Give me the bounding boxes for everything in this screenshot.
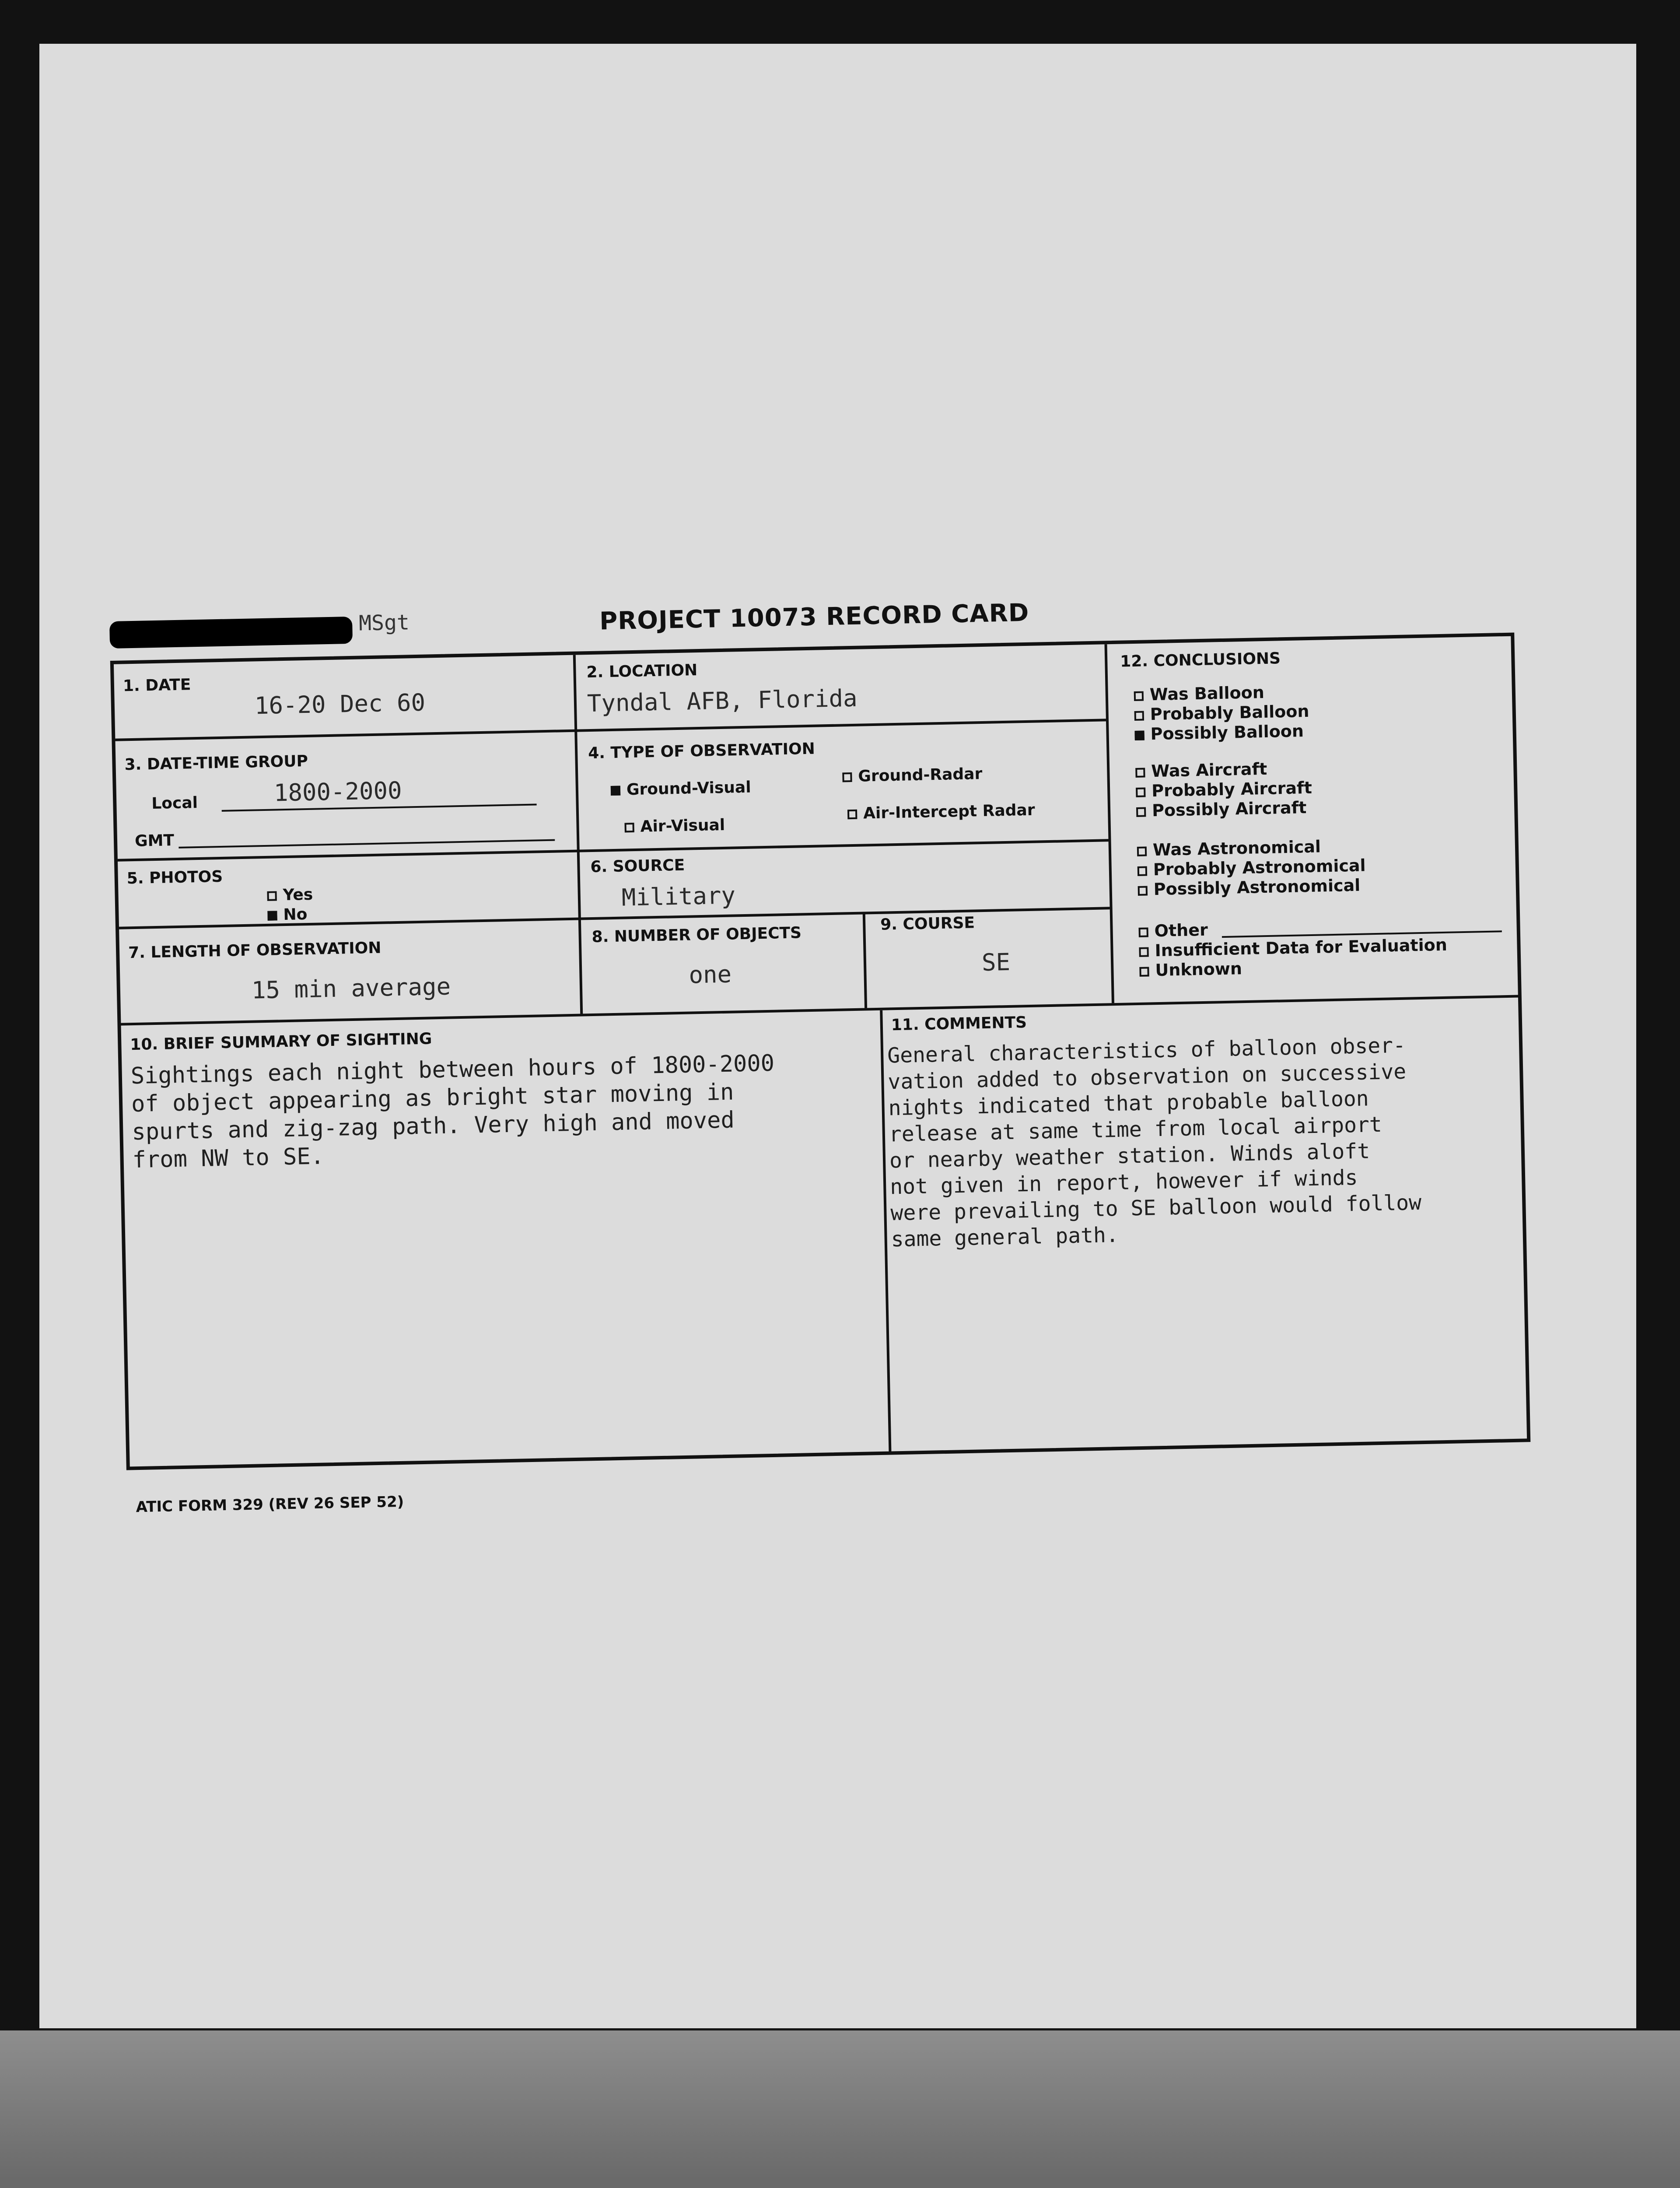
location-label: 2. LOCATION <box>586 661 698 682</box>
conclusion-probably-balloon[interactable]: Probably Balloon <box>1134 701 1309 724</box>
course-value: SE <box>981 948 1011 977</box>
checkbox[interactable] <box>624 823 634 832</box>
comments-text: General characteristics of balloon obser- vation added to observation on successive nights indicated that probable balloon release at same time from local airport or nearby weather station. Winds aloft not given in report, however if winds were prevailing to SE balloon would follow same general path. <box>887 1033 1422 1252</box>
comments-label: 11. COMMENTS <box>891 1013 1027 1034</box>
divider <box>573 655 583 1014</box>
conclusion-was-aircraft[interactable]: Was Aircraft <box>1135 759 1267 781</box>
form-number: ATIC FORM 329 (REV 26 SEP 52) <box>136 1493 404 1516</box>
type-air-intercept[interactable]: Air-Intercept Radar <box>847 801 1035 823</box>
conclusion-was-astronomical[interactable]: Was Astronomical <box>1137 837 1321 860</box>
checkbox[interactable] <box>1134 711 1144 720</box>
divider <box>1105 644 1114 1003</box>
type-label: 4. TYPE OF OBSERVATION <box>588 740 816 763</box>
photos-yes[interactable]: Yes <box>267 886 313 905</box>
length-label: 7. LENGTH OF OBSERVATION <box>128 939 382 962</box>
objects-value: one <box>688 960 732 989</box>
source-label: 6. SOURCE <box>590 856 685 877</box>
conclusion-unknown[interactable]: Unknown <box>1139 959 1242 980</box>
divider <box>115 719 1106 741</box>
conclusion-possibly-aircraft[interactable]: Possibly Aircraft <box>1136 798 1307 820</box>
location-value: Tyndal AFB, Florida <box>587 684 858 718</box>
checkbox[interactable] <box>1134 691 1144 701</box>
checkbox[interactable] <box>1136 807 1146 817</box>
divider <box>863 912 867 1008</box>
conclusion-other[interactable]: Other <box>1138 920 1208 941</box>
conclusion-was-balloon[interactable]: Was Balloon <box>1134 683 1264 705</box>
length-value: 15 min average <box>251 972 451 1004</box>
conclusion-probably-aircraft[interactable]: Probably Aircraft <box>1136 778 1312 801</box>
checkbox[interactable] <box>267 891 276 901</box>
checkbox[interactable] <box>1137 846 1147 856</box>
checkbox-checked[interactable] <box>611 786 620 796</box>
rank-text: MSgt <box>358 610 410 636</box>
source-value: Military <box>621 881 736 912</box>
record-card <box>109 593 1551 1637</box>
date-value: 16-20 Dec 60 <box>254 688 426 720</box>
checkbox[interactable] <box>1139 967 1149 976</box>
lower-background <box>0 2030 1680 2188</box>
checkbox[interactable] <box>842 772 852 782</box>
card-title: PROJECT 10073 RECORD CARD <box>599 598 1029 636</box>
checkbox[interactable] <box>1135 768 1145 777</box>
conclusion-probably-astronomical[interactable]: Probably Astronomical <box>1137 856 1366 879</box>
checkbox[interactable] <box>1139 927 1148 937</box>
objects-label: 8. NUMBER OF OBJECTS <box>592 924 802 947</box>
conclusion-possibly-balloon[interactable]: Possibly Balloon <box>1134 721 1304 744</box>
gmt-underline <box>178 839 555 849</box>
checkbox-checked[interactable] <box>267 911 277 920</box>
checkbox[interactable] <box>1138 866 1147 876</box>
checkbox[interactable] <box>847 810 857 819</box>
summary-text: Sightings each night between hours of 1800-2000 of object appearing as bright star moving in spurts and zig-zag path. Very high and moved from NW to SE. <box>130 1050 775 1174</box>
conclusion-insufficient-data[interactable]: Insufficient Data for Evaluation <box>1139 935 1447 961</box>
checkbox-checked[interactable] <box>1134 730 1144 740</box>
checkbox[interactable] <box>1139 947 1148 957</box>
checkbox[interactable] <box>1136 787 1145 797</box>
type-ground-visual[interactable]: Ground-Visual <box>611 778 751 799</box>
dtg-label: 3. DATE-TIME GROUP <box>124 752 308 774</box>
redaction-bar <box>109 617 353 649</box>
gmt-label: GMT <box>134 831 175 850</box>
local-value: 1800-2000 <box>273 776 402 807</box>
summary-label: 10. BRIEF SUMMARY OF SIGHTING <box>130 1030 432 1054</box>
photos-label: 5. PHOTOS <box>126 867 223 888</box>
course-label: 9. COURSE <box>880 914 975 934</box>
photos-no[interactable]: No <box>267 905 308 924</box>
type-ground-radar[interactable]: Ground-Radar <box>842 765 983 785</box>
local-underline <box>222 803 537 811</box>
date-label: 1. DATE <box>122 676 191 695</box>
type-air-visual[interactable]: Air-Visual <box>624 816 725 836</box>
conclusions-label: 12. CONCLUSIONS <box>1120 649 1281 671</box>
checkbox[interactable] <box>1138 886 1148 895</box>
form-grid <box>110 633 1530 1470</box>
local-label: Local <box>151 794 198 813</box>
conclusion-possibly-astronomical[interactable]: Possibly Astronomical <box>1138 876 1360 899</box>
